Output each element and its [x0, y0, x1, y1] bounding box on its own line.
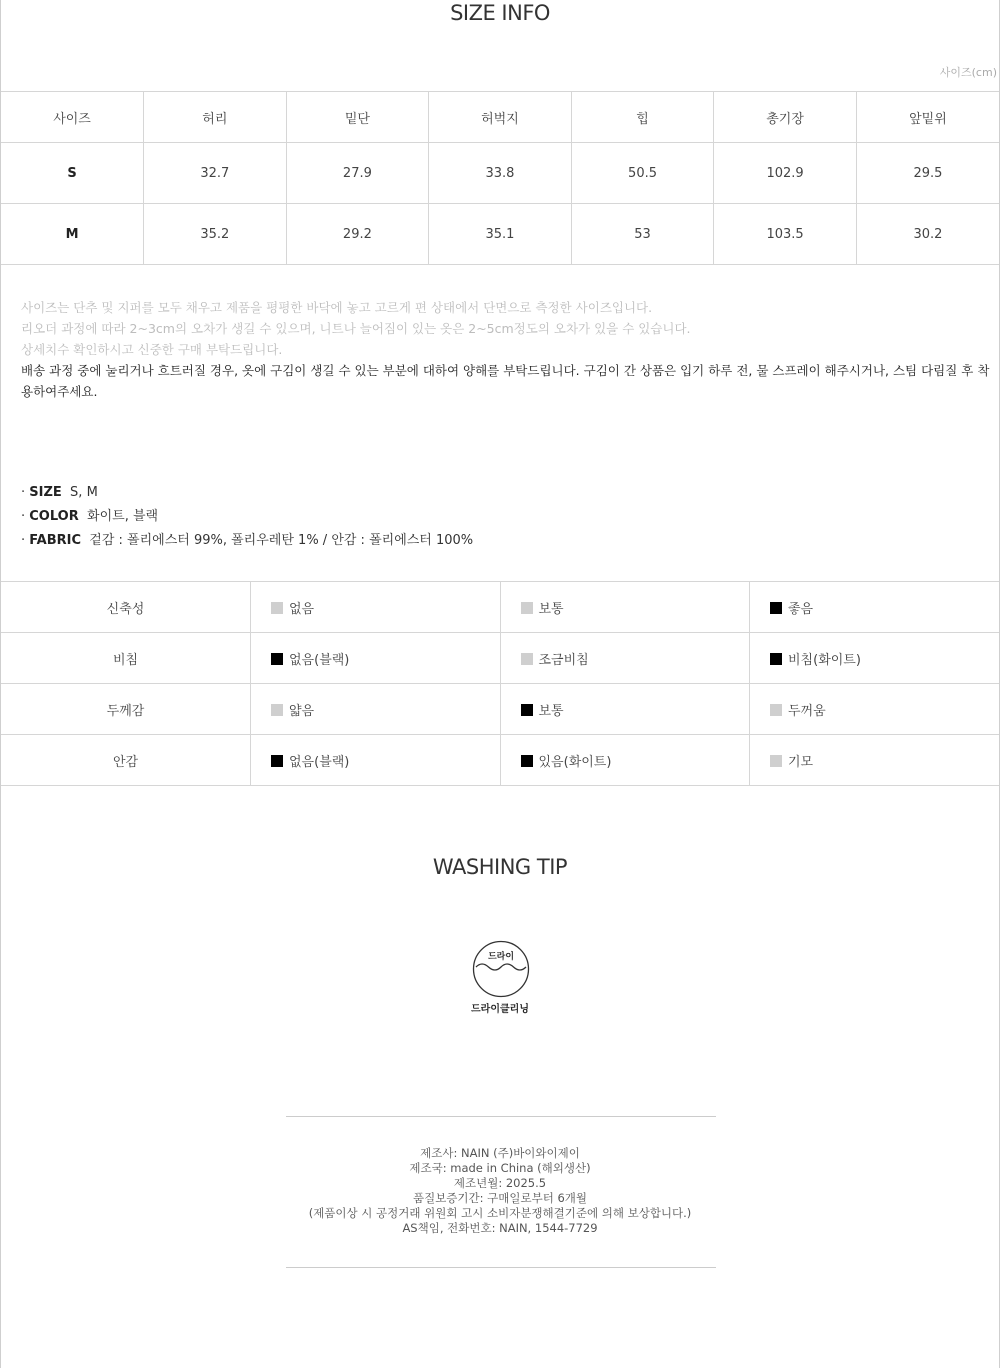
feature-option — [750, 582, 1000, 633]
option-label: 없음 — [289, 601, 315, 617]
size-cell: 29.5 — [856, 143, 999, 204]
size-cell: 50.5 — [571, 143, 714, 204]
checkbox-square-icon — [271, 653, 283, 665]
size-notes — [21, 297, 996, 402]
washing-label: 드라이클리닝 — [471, 1004, 529, 1015]
size-cell: M — [1, 204, 144, 265]
spec-bullet: · — [21, 533, 30, 548]
feature-option — [251, 684, 501, 735]
footer-line: AS책임, 전화번호: NAIN, 1544-7729 — [402, 1221, 598, 1235]
note-line: 상세치수 확인하시고 신중한 구매 부탁드립니다. — [21, 342, 283, 357]
footer-line: (제품이상 시 공정거래 위원회 고시 소비자분쟁해결기준에 의해 보상합니다.) — [308, 1206, 692, 1220]
feature-option — [251, 582, 501, 633]
option-label: 조금비침 — [538, 652, 589, 668]
checkbox-square-icon — [271, 602, 283, 614]
option-label: 없음(블랙) — [289, 652, 350, 668]
product-info-footer — [1, 1146, 999, 1236]
size-cell: 53 — [571, 204, 714, 265]
note-shipping: 배송 과정 중에 눌리거나 흐트러질 경우, 옷에 구김이 생길 수 있는 부분에 대하여 양해를 부탁드립니다. 구김이 간 상품은 입기 하루 전, 물 스프레이 해주시거나, 스팀 다림질 후 착용하여주세요. — [21, 363, 990, 399]
feature-row — [1, 735, 999, 786]
option-label: 비침(화이트) — [788, 652, 861, 668]
option-label: 좋음 — [788, 601, 814, 617]
option-label: 기모 — [788, 754, 814, 770]
spec-value: S, M — [70, 485, 98, 500]
size-col-header: 힙 — [571, 92, 714, 143]
feature-option — [251, 633, 501, 684]
spec-color — [21, 505, 473, 529]
size-cell: 33.8 — [429, 143, 572, 204]
feature-row — [1, 633, 999, 684]
feature-option — [750, 684, 1000, 735]
feature-option — [251, 735, 501, 786]
feature-name: 비침 — [1, 633, 251, 684]
size-col-header: 총기장 — [714, 92, 857, 143]
footer-line: 제조사: NAIN (주)바이와이제이 — [420, 1146, 580, 1160]
size-cell: 102.9 — [714, 143, 857, 204]
note-line: 리오더 과정에 따라 2~3cm의 오차가 생길 수 있으며, 니트나 늘어짐이 있는 옷은 2~5cm정도의 오차가 있을 수 있습니다. — [21, 321, 691, 336]
footer-line: 품질보증기간: 구매일로부터 6개월 — [412, 1191, 588, 1205]
divider — [286, 1267, 716, 1268]
dry-clean-icon-text: 드라이 — [487, 952, 515, 962]
product-spec — [21, 481, 473, 553]
size-col-header: 사이즈 — [1, 92, 144, 143]
size-info-title: SIZE INFO — [450, 1, 550, 25]
size-table-header — [1, 92, 999, 143]
checkbox-square-icon — [521, 704, 533, 716]
feature-row — [1, 684, 999, 735]
spec-label: COLOR — [29, 509, 79, 524]
size-col-header: 밑단 — [286, 92, 429, 143]
spec-size — [21, 481, 473, 505]
feature-option — [500, 633, 750, 684]
option-label: 보통 — [538, 703, 564, 719]
checkbox-square-icon — [521, 755, 533, 767]
spec-value: 겉감 : 폴리에스터 99%, 폴리우레탄 1% / 안감 : 폴리에스터 100% — [89, 533, 474, 548]
feature-name: 안감 — [1, 735, 251, 786]
size-row — [1, 143, 999, 204]
size-unit-label: 사이즈(cm) — [939, 66, 997, 79]
spec-fabric — [21, 529, 473, 553]
checkbox-square-icon — [521, 653, 533, 665]
dry-clean-icon — [472, 940, 530, 998]
size-col-header: 앞밑위 — [856, 92, 999, 143]
checkbox-square-icon — [521, 602, 533, 614]
checkbox-square-icon — [770, 653, 782, 665]
spec-label: SIZE — [29, 485, 62, 500]
size-cell: 103.5 — [714, 204, 857, 265]
spec-bullet: · — [21, 509, 30, 524]
size-cell: 27.9 — [286, 143, 429, 204]
feature-option — [750, 633, 1000, 684]
option-label: 있음(화이트) — [538, 754, 612, 770]
checkbox-square-icon — [271, 755, 283, 767]
size-cell: 32.7 — [144, 143, 287, 204]
spec-label: FABRIC — [29, 533, 82, 548]
checkbox-square-icon — [770, 602, 782, 614]
checkbox-square-icon — [271, 704, 283, 716]
note-line: 사이즈는 단추 및 지퍼를 모두 채우고 제품을 평평한 바닥에 놓고 고르게 편 상태에서 단면으로 측정한 사이즈입니다. — [21, 300, 653, 315]
option-label: 보통 — [538, 601, 564, 617]
feature-name: 두께감 — [1, 684, 251, 735]
divider — [286, 1116, 716, 1117]
checkbox-square-icon — [770, 704, 782, 716]
washing-tip-title: WASHING TIP — [432, 855, 568, 879]
checkbox-square-icon — [770, 755, 782, 767]
size-cell: 35.2 — [144, 204, 287, 265]
feature-option — [500, 582, 750, 633]
feature-option — [500, 684, 750, 735]
size-col-header: 허벅지 — [429, 92, 572, 143]
feature-option — [750, 735, 1000, 786]
spec-bullet: · — [21, 485, 30, 500]
size-cell: 30.2 — [856, 204, 999, 265]
feature-option — [500, 735, 750, 786]
footer-line: 제조국: made in China (해외생산) — [409, 1161, 591, 1175]
feature-name: 신축성 — [1, 582, 251, 633]
size-col-header: 허리 — [144, 92, 287, 143]
feature-table — [1, 581, 999, 786]
feature-row — [1, 582, 999, 633]
option-label: 얇음 — [289, 703, 315, 719]
size-cell: 29.2 — [286, 204, 429, 265]
size-cell: 35.1 — [429, 204, 572, 265]
footer-line: 제조년월: 2025.5 — [453, 1176, 547, 1190]
spec-value: 화이트, 블랙 — [87, 509, 159, 524]
size-cell: S — [1, 143, 144, 204]
size-row — [1, 204, 999, 265]
option-label: 없음(블랙) — [289, 754, 350, 770]
size-table — [1, 91, 999, 265]
option-label: 두꺼움 — [788, 703, 826, 719]
